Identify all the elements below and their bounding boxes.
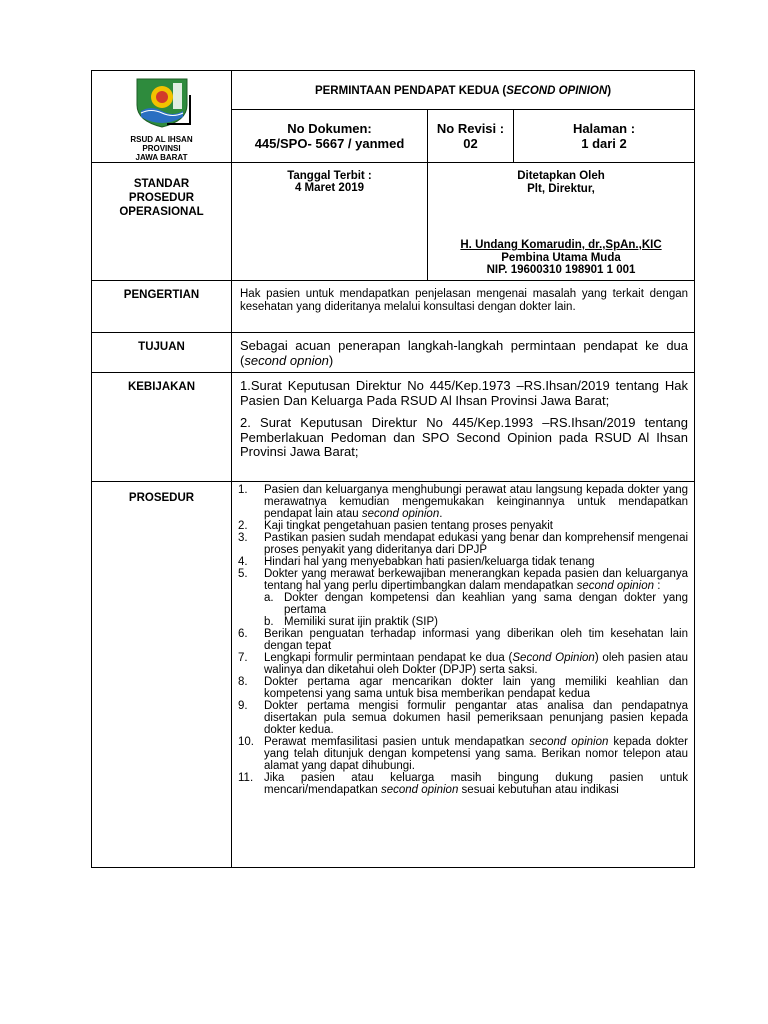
- page-label: Halaman :: [572, 121, 636, 136]
- step-text-italic: second opinion: [576, 580, 655, 592]
- page-cell: [514, 110, 695, 163]
- prosedur-label-cell: [92, 482, 232, 868]
- step-sub-letter: b.: [264, 616, 274, 628]
- step-text-end: ) oleh pasien atau walinya dan diketahui oleh Dokter (DPJP) serta saksi.: [264, 652, 689, 676]
- revision-value: 02: [463, 136, 478, 151]
- step-text: Pasien dan keluarganya menghubungi perawat atau langsung kepada dokter yang merawatnya kemudian mengemukakan keinginannya untuk mendapatkan pendapat lain atau: [264, 484, 689, 520]
- step-text: Pastikan pasien sudah mendapat edukasi yang benar dan komprehensif mengenai proses penyakit yang dideritanya dari DPJP: [264, 532, 689, 556]
- step-number: 1.: [238, 484, 248, 496]
- revision-cell: [428, 110, 514, 163]
- step-number: 5.: [238, 568, 248, 580]
- step-text: Dokter pertama agar mencarikan dokter lain yang memiliki keahlian dan kompetensi yang sama untuk bisa memberikan pendapat kedua: [264, 676, 689, 700]
- page-value: 1 dari 2: [581, 136, 627, 151]
- hospital-name-line: RSUD AL IHSAN: [130, 135, 193, 144]
- sop-label-line: OPERASIONAL: [119, 206, 204, 218]
- list-item: [234, 652, 688, 676]
- revision-label: No Revisi :: [436, 121, 505, 136]
- list-item: [234, 772, 688, 796]
- step-text-italic: Second Opinion: [512, 652, 595, 664]
- list-item: [264, 616, 688, 628]
- issue-date-label: Tanggal Terbit :: [287, 170, 372, 182]
- title-text-end: ): [607, 85, 612, 97]
- step-text: Lengkapi formulir permintaan pendapat ke dua (: [264, 652, 513, 664]
- list-item: [234, 532, 688, 556]
- list-item: [234, 568, 688, 628]
- signer-nip: NIP. 19600310 198901 1 001: [486, 264, 636, 276]
- tujuan-text-cell: [232, 333, 695, 373]
- document-number-value: 445/SPO- 5667 / yanmed: [254, 136, 405, 151]
- list-item: [234, 676, 688, 700]
- tujuan-label-cell: [92, 333, 232, 373]
- list-item: [234, 700, 688, 736]
- step-number: 6.: [238, 628, 248, 640]
- prosedur-label: PROSEDUR: [128, 492, 195, 504]
- step-text-italic: second opinion: [529, 736, 609, 748]
- approver-role: Plt, Direktur,: [527, 182, 595, 195]
- list-item: [234, 556, 688, 568]
- step-sub-list: [264, 592, 688, 628]
- list-item: [264, 592, 688, 616]
- hospital-name-line: JAWA BARAT: [135, 153, 188, 162]
- hospital-name-line: PROVINSI: [142, 144, 181, 153]
- step-number: 2.: [238, 520, 248, 532]
- pengertian-text-cell: [232, 281, 695, 333]
- step-text: Memiliki surat ijin praktik (SIP): [284, 616, 438, 628]
- tujuan-text-part: Sebagai acuan penerapan langkah-langkah permintaan pendapat ke dua (: [240, 338, 689, 368]
- list-item: [234, 628, 688, 652]
- kebijakan-label-cell: [92, 373, 232, 482]
- west-java-emblem-icon: [127, 75, 197, 129]
- step-text: Perawat memfasilitasi pasien untuk mendapatkan: [264, 736, 530, 748]
- list-item: [234, 520, 688, 532]
- kebijakan-text-cell: [232, 373, 695, 482]
- step-text: Jika pasien atau keluarga masih bingung dukung pasien untuk mencari/mendapatkan: [264, 772, 689, 796]
- logo-cell: [92, 71, 232, 163]
- title-italic: SECOND OPINION: [506, 85, 608, 97]
- step-number: 8.: [238, 676, 248, 688]
- step-number: 10.: [238, 736, 254, 748]
- list-item: [234, 484, 688, 520]
- step-text-end: :: [654, 580, 661, 592]
- approval-cell: [428, 163, 695, 281]
- pengertian-text: Hak pasien untuk mendapatkan penjelasan mengenai masalah yang terkait dengan kesehatan yang dideritanya melalui konsultasi dengan dokter lain.: [240, 288, 689, 313]
- title-text: PERMINTAAN PENDAPAT KEDUA (: [314, 85, 507, 97]
- sop-label-line: STANDAR: [133, 178, 190, 190]
- document-title-cell: [232, 71, 695, 110]
- step-number: 3.: [238, 532, 248, 544]
- issue-date-cell: [232, 163, 428, 281]
- step-text: Dokter pertama mengisi formulir pengantar atas analisa dan pendapatnya disertakan pula semua dokumen hasil pemeriksaan penunjang pasien kepada dokter kedua.: [264, 700, 689, 736]
- approved-by-label: Ditetapkan Oleh: [517, 170, 605, 182]
- pengertian-label: PENGERTIAN: [123, 289, 200, 301]
- step-number: 7.: [238, 652, 248, 664]
- step-text-end: sesuai kebutuhan atau indikasi: [458, 784, 619, 796]
- document-number-cell: [232, 110, 428, 163]
- tujuan-text-italic: second opnion: [244, 352, 329, 368]
- step-number: 9.: [238, 700, 248, 712]
- step-text: Dokter dengan kompetensi dan keahlian yang sama dengan dokter yang pertama: [284, 592, 689, 616]
- step-text: Dokter yang merawat berkewajiban menerangkan kepada pasien dan keluarganya tentang hal yang perlu dipertimbangkan dalam mendapatkan: [264, 568, 689, 592]
- step-text-italic: second opinion: [361, 508, 440, 520]
- step-sub-letter: a.: [264, 592, 274, 604]
- step-text: Kaji tingkat pengetahuan pasien tentang proses penyakit: [264, 520, 553, 532]
- kebijakan-item-1: 1.Surat Keputusan Direktur No 445/Kep.1973 –RS.Ihsan/2019 tentang Hak Pasien Dan Keluarga Pada RSUD Al Ihsan Provinsi Jawa Barat;: [240, 378, 689, 408]
- step-text: Berikan penguatan terhadap informasi yang diberikan oleh tim kesehatan lain dengan tepat: [264, 628, 689, 652]
- step-text-italic: second opinion: [380, 784, 459, 796]
- sop-document-table: [91, 70, 695, 868]
- sop-label-cell: [92, 163, 232, 281]
- prosedur-steps-cell: [232, 482, 695, 868]
- kebijakan-label: KEBIJAKAN: [127, 381, 196, 393]
- sop-label-line: PROSEDUR: [128, 192, 195, 204]
- tujuan-label: TUJUAN: [138, 341, 185, 353]
- step-text-end: kepada dokter yang telah ditunjuk dengan kompetensi yang sama. Berikan nomor telepon atau alamat yang dapat dihubungi.: [264, 736, 689, 772]
- tujuan-text: [240, 339, 688, 368]
- step-text: Hindari hal yang menyebabkan hati pasien/keluarga tidak tenang: [264, 556, 595, 568]
- pengertian-label-cell: [92, 281, 232, 333]
- issue-date-value: 4 Maret 2019: [294, 182, 365, 194]
- signer-rank: Pembina Utama Muda: [501, 251, 621, 264]
- step-number: 11.: [238, 772, 254, 784]
- tujuan-text-end: ): [328, 352, 334, 368]
- step-number: 4.: [238, 556, 248, 568]
- document-title: [315, 85, 611, 97]
- prosedur-steps-list: [234, 484, 688, 796]
- list-item: [234, 736, 688, 772]
- document-number-label: No Dokumen:: [287, 121, 372, 136]
- kebijakan-item-2: 2. Surat Keputusan Direktur No 445/Kep.1993 –RS.Ihsan/2019 tentang Pemberlakuan Pedoman dan SPO Second Opinion pada RSUD Al Ihsan Provinsi Jawa Barat;: [240, 415, 689, 459]
- signer-name: H. Undang Komarudin, dr.,SpAn.,KIC: [460, 239, 662, 251]
- step-text-end: .: [439, 508, 443, 520]
